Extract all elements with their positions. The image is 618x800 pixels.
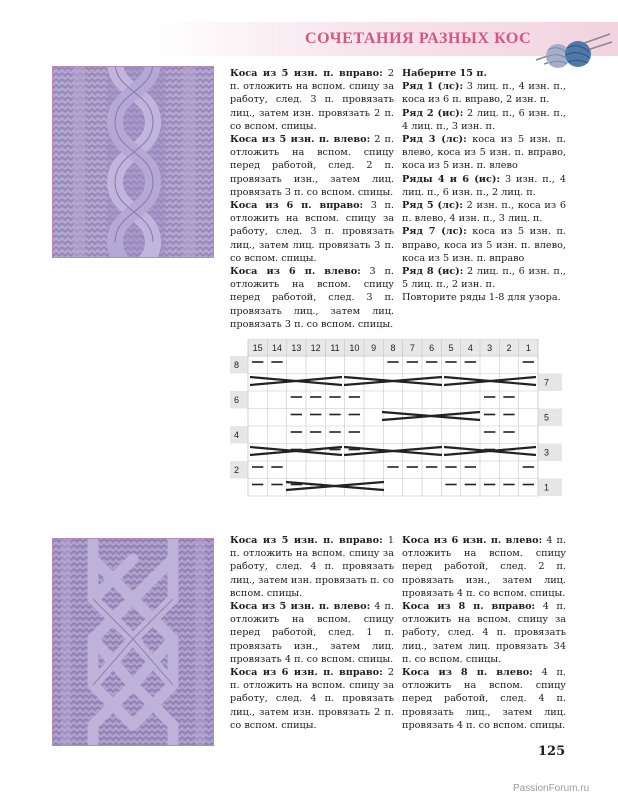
chart-grid xyxy=(248,356,538,496)
yarn-balls-icon xyxy=(522,32,614,72)
abbr-item: Коса из 6 изн. п. вправо: 2 п. отложить на вспом. спицу за работу, след. 4 п. провязать лиц., затем изн. провязать 2 п. со вспом. спицы. xyxy=(230,667,394,731)
chart-column-label: 6 xyxy=(429,343,435,353)
abbr-item: Коса из 5 изн. п. вправо: 2 п. отложить на вспом. спицу за работу, след. 3 п. провязать лиц., затем изн. провязать 2 п. со вспом. спицы. xyxy=(230,68,394,132)
chart-row-label: 2 xyxy=(234,465,240,475)
section-title: СОЧЕТАНИЯ РАЗНЫХ КОС xyxy=(305,30,532,47)
pattern2-abbreviations-right xyxy=(402,534,566,732)
row-instruction: Ряд 8 (ис): 2 лиц. п., 6 изн. п., 5 лиц. п., 2 изн. п. xyxy=(402,266,566,291)
pattern1-abbreviations xyxy=(230,67,394,331)
page-header xyxy=(0,22,618,56)
chart-row-label: 1 xyxy=(544,482,550,493)
chart-column-label: 8 xyxy=(390,343,396,353)
chart-column-label: 10 xyxy=(349,343,360,353)
chart-row-label: 8 xyxy=(234,360,240,370)
page-number: 125 xyxy=(538,744,566,759)
chart-row-label: 5 xyxy=(544,412,550,423)
row-instruction: Ряд 3 (лс): коса из 5 изн. п. влево, коса из 5 изн. п. вправо, коса из 5 изн. п. влево xyxy=(402,134,566,172)
chart-column-label: 2 xyxy=(506,343,512,353)
cast-on-line: Наберите 15 п. xyxy=(402,68,487,79)
watermark: PassionForum.ru xyxy=(513,783,590,794)
chart-row-label: 3 xyxy=(544,447,550,458)
chart-column-label: 7 xyxy=(409,343,415,353)
abbr-item: Коса из 8 п. влево: 4 п. отложить на вспом. спицу перед работой, след. 4 п. провязать лиц., затем лиц. провязать 4 п. со вспом. спицы. xyxy=(402,667,566,731)
chart-row-label: 4 xyxy=(234,430,240,440)
chart-row-label: 6 xyxy=(234,395,240,405)
chart-column-label: 1 xyxy=(525,343,531,353)
abbr-item: Коса из 8 п. вправо: 4 п. отложить на вспом. спицу за работу, след. 4 п. провязать лиц., затем лиц. провязать 34 п. со вспом. спицы. xyxy=(402,601,566,665)
row-instruction: Ряды 4 и 6 (ис): 3 изн. п., 4 лиц. п., 6 изн. п., 2 лиц. п. xyxy=(402,173,566,198)
pattern2-abbreviations-left xyxy=(230,534,394,732)
chart-row-label: 7 xyxy=(544,377,550,388)
row-instruction: Ряд 2 (ис): 2 лиц. п., 6 изн. п., 4 лиц. п., 3 изн. п. xyxy=(402,107,566,132)
row-instruction: Ряд 1 (лс): 3 лиц. п., 4 изн. п., коса из 6 п. вправо, 2 изн. п. xyxy=(402,81,567,106)
chart-column-label: 12 xyxy=(310,343,321,353)
chart-column-label: 4 xyxy=(467,343,473,353)
lattice-cable-swatch-photo xyxy=(52,538,214,746)
chart-column-label: 5 xyxy=(448,343,454,353)
repeat-note: Повторите ряды 1-8 для узора. xyxy=(402,292,561,304)
chart-column-label: 14 xyxy=(271,343,283,353)
chart-column-label: 11 xyxy=(330,343,340,353)
abbr-item: Коса из 5 изн. п. влево: 4 п. отложить на вспом. спицу перед работой, след. 1 п. провязать изн., затем лиц. провязать 4 п. со вспом. спицы. xyxy=(230,601,394,665)
cable-knit-swatch-photo xyxy=(52,66,214,258)
chart-column-label: 15 xyxy=(252,343,263,353)
pattern1-instructions xyxy=(402,67,566,305)
abbr-item: Коса из 6 п. влево: 3 п. отложить на вспом. спицу перед работой, след. 3 п. провязать лиц., затем лиц. провязать 3 п. со вспом. спицы. xyxy=(230,266,394,330)
abbr-item: Коса из 5 изн. п. влево: 2 п. отложить на вспом. спицу перед работой, след. 2 п. провязать изн., затем лиц. провязать 3 п. со вспом. спицы. xyxy=(230,134,394,198)
row-instruction: Ряд 7 (лс): коса из 5 изн. п. вправо, коса из 5 изн. п. влево, коса из 5 изн. п. вправо xyxy=(402,226,566,264)
abbr-item: Коса из 5 изн. п. вправо: 1 п. отложить на вспом. спицу за работу, след. 4 п. провязать лиц., затем изн. провязать п. со вспом. спицы. xyxy=(230,535,394,599)
knitting-chart xyxy=(230,339,568,503)
abbr-item: Коса из 6 п. вправо: 3 п. отложить на вспом. спицу за работу, след. 3 п. провязать лиц., затем лиц. провязать 3 п. со вспом. спицы. xyxy=(230,200,394,264)
chart-column-label: 9 xyxy=(371,343,377,353)
abbr-item: Коса из 6 изн. п. влево: 4 п. отложить на вспом. спицу перед работой, след. 2 п. провязать изн., затем лиц. провязать 4 п. со вспом. спицы. xyxy=(402,535,566,599)
chart-column-label: 3 xyxy=(487,343,493,353)
row-instruction: Ряд 5 (лс): 2 изн. п., коса из 6 п. влево, 4 изн. п., 3 лиц. п. xyxy=(402,200,566,225)
chart-column-label: 13 xyxy=(291,343,302,353)
